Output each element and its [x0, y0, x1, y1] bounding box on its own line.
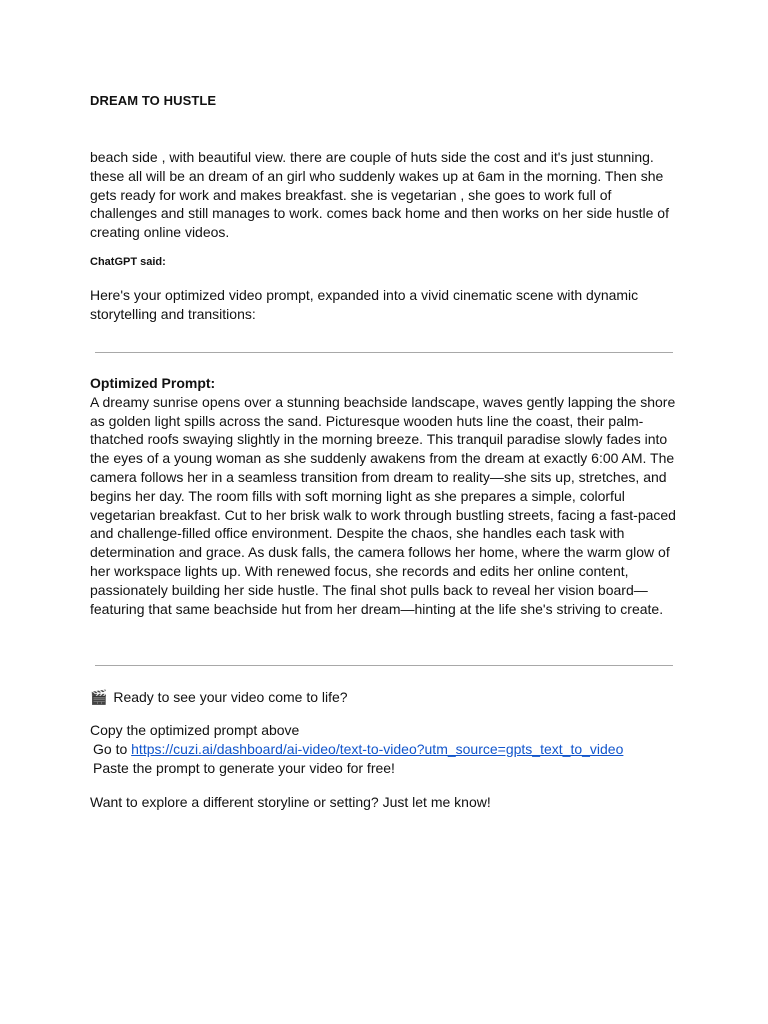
response-intro: Here's your optimized video prompt, expanded into a vivid cinematic scene with dynamic storytelling and transitions: — [90, 287, 639, 322]
horizontal-divider — [95, 665, 673, 666]
call-to-action-text: Ready to see your video come to life? — [113, 689, 348, 705]
optimized-prompt-block — [90, 374, 680, 618]
call-to-action — [90, 688, 680, 708]
optimized-prompt-body: A dreamy sunrise opens over a stunning beachside landscape, waves gently lapping the shore as golden light spills across the sand. Picturesque wooden huts line the coast, their palm-thatched roofs swaying slightly in the morning breeze. This tranquil paradise slowly fades into the eyes of a young woman as she suddenly awakens from the dream at exactly 6:00 AM. The camera follows her in a seamless transition from dream to reality—she sits up, stretches, and begins her day. The room fills with soft morning light as she prepares a simple, colorful vegetarian breakfast. Cut to her brisk walk to work through bustling streets, facing a fast-paced and challenge-filled office environment. Despite the chaos, she handles each task with determination and grace. As dusk falls, the camera follows her home, where the warm glow of her workspace lights up. With renewed focus, she records and edits her online content, passionately building her side hustle. The final shot pulls back to reveal her vision board—featuring that same beachside hut from her dream—hinting at the life she's striving to create. — [90, 393, 676, 617]
horizontal-divider — [95, 352, 673, 353]
instruction-paste: Paste the prompt to generate your video for free! — [93, 759, 395, 776]
cuzi-video-link[interactable]: https://cuzi.ai/dashboard/ai-video/text-to-video?utm_source=gpts_text_to_video — [131, 740, 624, 757]
document-title: DREAM TO HUSTLE — [90, 93, 217, 108]
closing-text: Want to explore a different storyline or setting? Just let me know! — [90, 794, 491, 810]
user-request-text: beach side , with beautiful view. there are couple of huts side the cost and it's just stunning. these all will be an dream of an girl who suddenly wakes up at 6am in the morning. Then she gets ready for work and makes breakfast. she is vegetarian , she goes to work full of challenges and still manages to work. comes back home and then works on her side hustle of creating online videos. — [90, 149, 669, 241]
instruction-goto — [90, 740, 680, 759]
instruction-copy: Copy the optimized prompt above — [90, 722, 300, 738]
clapperboard-icon: 🎬 — [90, 690, 108, 706]
instruction-goto-prefix: Go to — [93, 740, 132, 757]
optimized-prompt-heading: Optimized Prompt: — [90, 375, 216, 391]
instructions-list — [90, 721, 680, 777]
chatgpt-said-label: ChatGPT said: — [90, 256, 166, 268]
